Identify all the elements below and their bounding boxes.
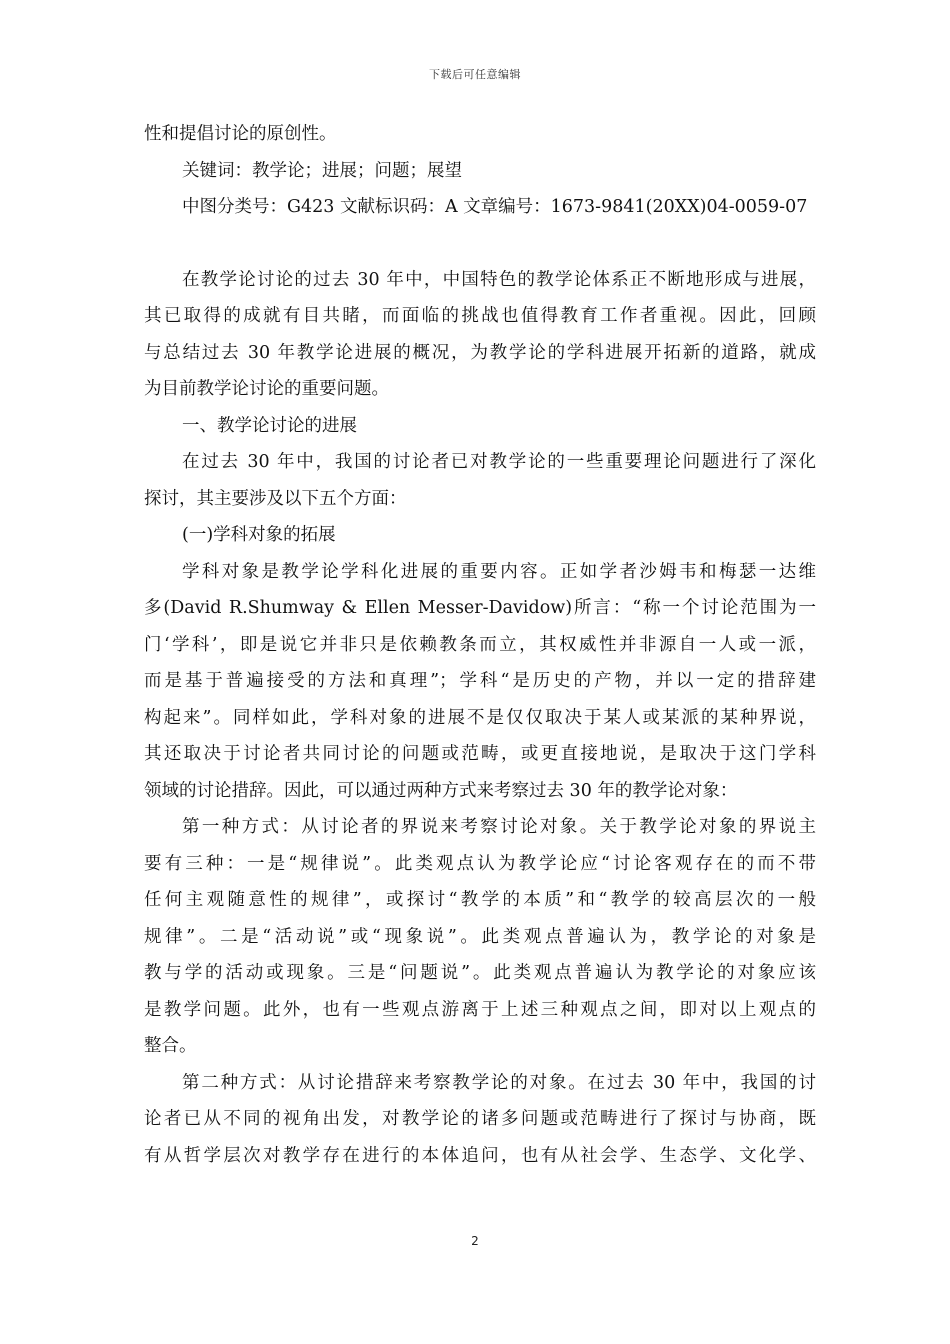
- paragraph-line: 为目前教学论讨论的重要问题。: [144, 379, 389, 399]
- blank-line: [144, 226, 816, 262]
- paragraph-line: 是教学问题。此外，也有一些观点游离于上述三种观点之间，即对以上观点的: [144, 999, 816, 1020]
- page-header: 下载后可任意编辑: [429, 68, 521, 81]
- paragraph-line: 论者已从不同的视角出发，对教学论的诸多问题或范畴进行了探讨与协商，既: [144, 1109, 816, 1129]
- classification-line: 中图分类号：G423 文献标识码：A 文章编号：1673-9841(20XX)04-0059-07: [182, 197, 808, 217]
- paragraph-line: 第二种方式：从讨论措辞来考察教学论的对象。在过去 30 年中，我国的讨: [182, 1072, 816, 1093]
- paragraph-line: 多(David R.Shumway & Ellen Messer-Davidow)所言：“称一个讨论范围为一: [144, 598, 816, 618]
- paragraph-line: 要有三种：一是“规律说”。此类观点认为教学论应“讨论客观存在的而不带: [144, 853, 816, 874]
- paragraph-line: 学科对象是教学论学科化进展的重要内容。正如学者沙姆韦和梅瑟一达维: [182, 561, 816, 582]
- paragraph-line: 其已取得的成就有目共睹，而面临的挑战也值得教育工作者重视。因此，回顾: [144, 306, 816, 326]
- paragraph-line: 整合。: [144, 1036, 197, 1056]
- paragraph-line: 领域的讨论措辞。因此，可以通过两种方式来考察过去 30 年的教学论对象：: [144, 780, 738, 801]
- paragraph-line: 有从哲学层次对教学存在进行的本体追问，也有从社会学、生态学、文化学、: [144, 1145, 816, 1166]
- paragraph-line: 探讨，其主要涉及以下五个方面：: [144, 488, 407, 509]
- subsection-heading: (一)学科对象的拓展: [182, 525, 336, 545]
- paragraph-line: 教与学的活动或现象。三是“问题说”。此类观点普遍认为教学论的对象应该: [144, 963, 816, 983]
- paragraph-line: 任何主观随意性的规律”，或探讨“教学的本质”和“教学的较高层次的一般: [144, 890, 816, 910]
- paragraph-line: 规律”。二是“活动说”或“现象说”。此类观点普遍认为，教学论的对象是: [144, 926, 816, 947]
- keywords-line: 关键词：教学论；进展；问题；展望: [182, 160, 462, 181]
- paragraph-line: 门‘学科’，即是说它并非只是依赖教条而立，其权威性并非源自一人或一派，: [144, 634, 816, 655]
- section-heading: 一、教学论讨论的进展: [182, 415, 357, 436]
- paragraph-line: 其还取决于讨论者共同讨论的问题或范畴，或更直接地说，是取决于这门学科: [144, 744, 816, 764]
- paragraph-line: 与总结过去 30 年教学论进展的概况，为教学论的学科进展开拓新的道路，就成: [144, 342, 816, 363]
- document-body: [144, 116, 816, 1174]
- paragraph-line: 构起来”。同样如此，学科对象的进展不是仅仅取决于某人或某派的某种界说，: [144, 707, 816, 728]
- text-line: 性和提倡讨论的原创性。: [144, 124, 337, 144]
- page-number: 2: [471, 1234, 479, 1248]
- paragraph-line: 而是基于普遍接受的方法和真理”；学科“是历史的产物，并以一定的措辞建: [144, 671, 816, 691]
- paragraph-line: 在教学论讨论的过去 30 年中，中国特色的教学论体系正不断地形成与进展，: [182, 269, 816, 290]
- paragraph-line: 在过去 30 年中，我国的讨论者已对教学论的一些重要理论问题进行了深化: [182, 452, 816, 472]
- paragraph-line: 第一种方式：从讨论者的界说来考察讨论对象。关于教学论对象的界说主: [182, 817, 816, 837]
